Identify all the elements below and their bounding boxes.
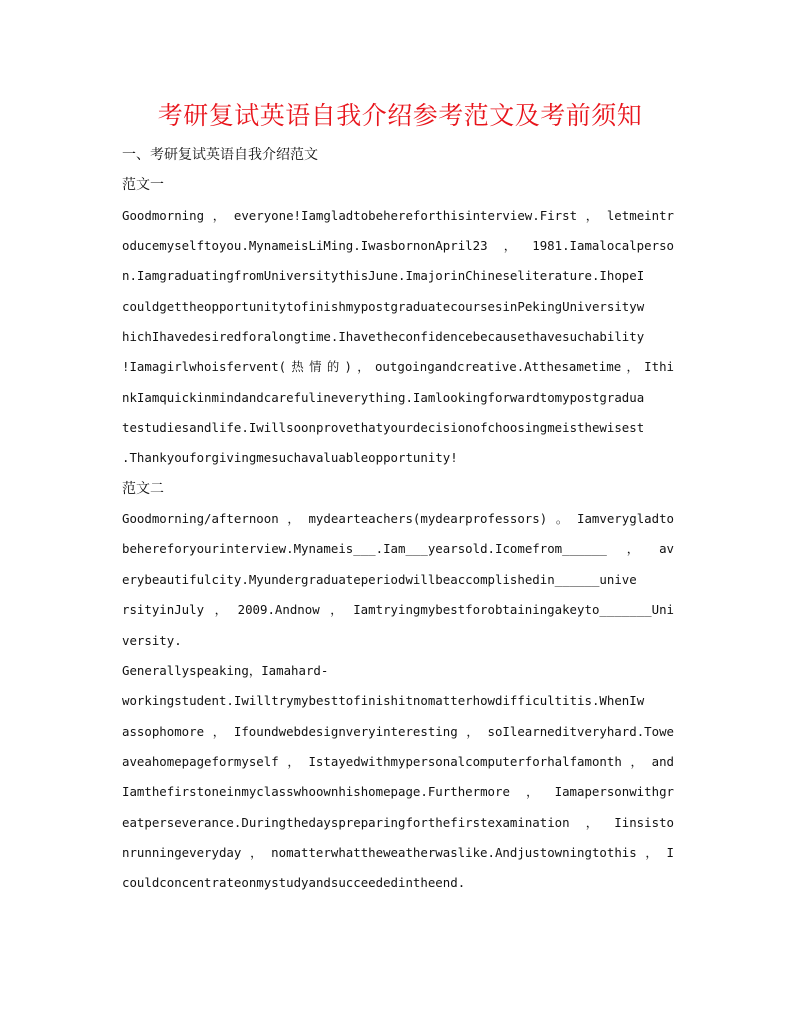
paragraph-line: nrunningeveryday，nomatterwhattheweatherwaslike.Andjustowningtothis，I (122, 844, 674, 860)
paragraph-line: nkIamquickinmindandcarefulineverything.Iamlookingforwardtomypostgradua (122, 389, 645, 405)
paragraph-line: behereforyourinterview.Mynameis___.Iam___yearsold.Icomefrom______，av (122, 541, 674, 557)
paragraph-line: couldgettheopportunitytofinishmypostgraduatecoursesinPekingUniversityw (122, 298, 645, 314)
paragraph-line: erybeautifulcity.Myundergraduateperiodwillbeaccomplishedin______unive (122, 571, 637, 587)
paragraph-line: hichIhavedesiredforalongtime.Ihavetheconfidencebecausethavesuchability (122, 329, 645, 345)
paragraph-line: versity. (122, 632, 182, 648)
paragraph-line: aveahomepageformyself，Istayedwithmypersonalcomputerforhalfamonth，and (122, 753, 674, 769)
paragraph-line: n.IamgraduatingfromUniversitythisJune.ImajorinChineseliterature.IhopeI (122, 268, 645, 284)
paragraph-line: rsityinJuly，2009.Andnow，Iamtryingmybestforobtainingakeyto_______Uni (122, 602, 674, 618)
subheading: 范文一 (122, 177, 164, 194)
paragraph-line: testudiesandlife.Iwillsoonprovethatyourdecisionofchoosingmeisthewisest (122, 420, 645, 436)
paragraph-line: eatperseverance.Duringthedayspreparingforthefirstexamination，Iinsisto (122, 814, 674, 830)
paragraph-line: Goodmorning，everyone!Iamgladtobehereforthisinterview.First，letmeintr (122, 207, 674, 223)
paragraph-line: .Thankyouforgivingmesuchavaluableopportunity! (122, 450, 458, 466)
section-heading: 一、考研复试英语自我介绍范文 (122, 147, 318, 163)
document-title: 考研复试英语自我介绍参考范文及考前须知 (157, 101, 643, 130)
paragraph-line: assophomore，Ifoundwebdesignveryinteresting，soIlearneditveryhard.Towe (122, 723, 674, 739)
paragraph-line: Goodmorning/afternoon，mydearteachers(mydearprofessors)。Iamverygladto (122, 511, 674, 527)
paragraph-line: !Iamagirlwhoisfervent(热情的)，outgoingandcreative.Atthesametime，Ithi (122, 359, 674, 375)
paragraph-line: oducemyselftoyou.MynameisLiMing.IwasbornonApril23，1981.Iamalocalperso (122, 238, 674, 254)
subheading: 范文二 (122, 480, 164, 497)
paragraph-line: couldconcentrateonmystudyandsucceededintheend. (122, 875, 466, 891)
paragraph-line: Iamthefirstoneinmyclasswhoownhishomepage.Furthermore，Iamapersonwithgr (122, 784, 674, 800)
paragraph-line: workingstudent.Iwilltrymybesttofinishitnomatterhowdifficultitis.WhenIw (122, 693, 645, 709)
document-body (122, 140, 674, 899)
paragraph-line: Generallyspeaking，Iamahard- (122, 662, 329, 678)
